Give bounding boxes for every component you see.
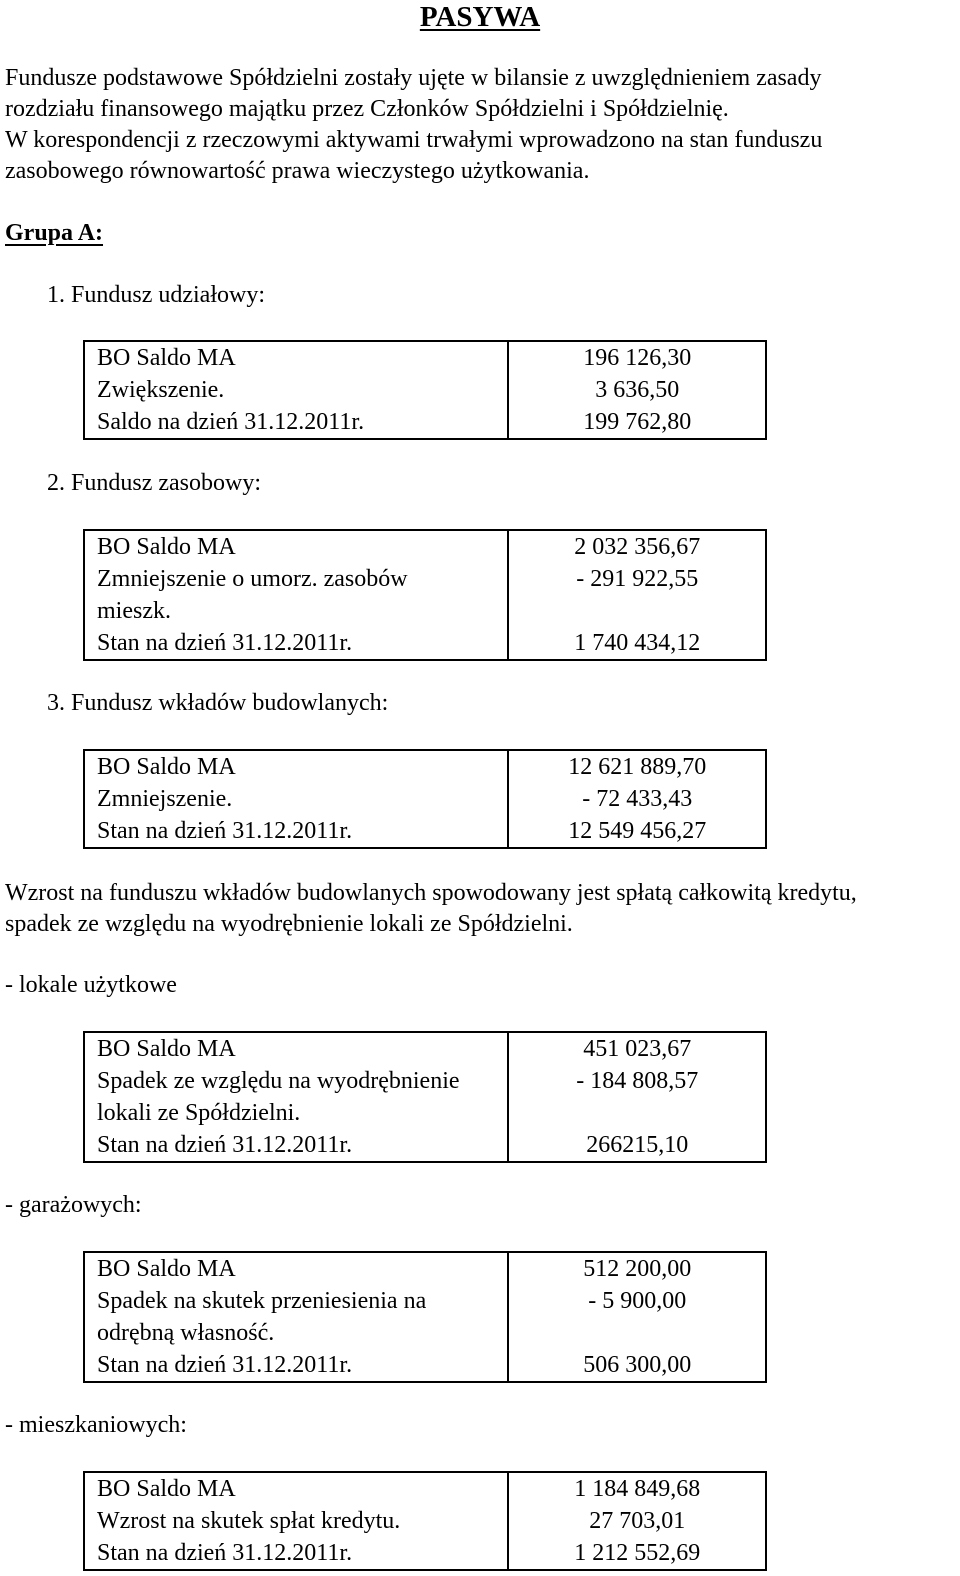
table-row bbox=[84, 750, 766, 783]
row-value: 512 200,00 bbox=[508, 1252, 766, 1285]
table-fundusz-zasobowy bbox=[83, 529, 767, 661]
row-label: Stan na dzień 31.12.2011r. bbox=[84, 815, 508, 848]
table-fundusz-udzialowy bbox=[83, 340, 767, 440]
table-row bbox=[84, 406, 766, 439]
table-row bbox=[84, 1129, 766, 1162]
row-label: Stan na dzień 31.12.2011r. bbox=[84, 1349, 508, 1382]
row-value: 1 740 434,12 bbox=[508, 627, 766, 660]
row-value: 27 703,01 bbox=[508, 1505, 766, 1537]
table-lokale-uzytkowe bbox=[83, 1031, 767, 1163]
row-value: 451 023,67 bbox=[508, 1032, 766, 1065]
row-label: Stan na dzień 31.12.2011r. bbox=[84, 627, 508, 660]
row-value: 3 636,50 bbox=[508, 374, 766, 406]
row-label: Saldo na dzień 31.12.2011r. bbox=[84, 406, 508, 439]
table-row bbox=[84, 1285, 766, 1349]
table-row bbox=[84, 1032, 766, 1065]
section-heading-3: 3. Fundusz wkładów budowlanych: bbox=[47, 690, 389, 716]
table-row bbox=[84, 1472, 766, 1505]
table-row bbox=[84, 1505, 766, 1537]
row-value: - 5 900,00 bbox=[508, 1285, 766, 1349]
page-title: PASYWA bbox=[419, 1, 541, 33]
table-row bbox=[84, 815, 766, 848]
subsection-heading-garazowych: - garażowych: bbox=[5, 1192, 142, 1218]
table-garazowych bbox=[83, 1251, 767, 1383]
subsection-heading-mieszkaniowych: - mieszkaniowych: bbox=[5, 1412, 187, 1438]
table-row bbox=[84, 341, 766, 374]
row-label: BO Saldo MA bbox=[84, 341, 508, 374]
table-row bbox=[84, 374, 766, 406]
table-row bbox=[84, 1065, 766, 1129]
intro-line-2: rozdziału finansowego majątku przez Członków Spółdzielni i Spółdzielnię. bbox=[5, 96, 729, 122]
row-label: Wzrost na skutek spłat kredytu. bbox=[84, 1505, 508, 1537]
note-line-2: spadek ze względu na wyodrębnienie lokali ze Spółdzielni. bbox=[5, 911, 573, 937]
row-label: Stan na dzień 31.12.2011r. bbox=[84, 1129, 508, 1162]
row-label: BO Saldo MA bbox=[84, 1472, 508, 1505]
section-heading-1: 1. Fundusz udziałowy: bbox=[47, 282, 265, 308]
row-label: Spadek ze względu na wyodrębnienie lokali ze Spółdzielni. bbox=[84, 1065, 508, 1129]
section-heading-2: 2. Fundusz zasobowy: bbox=[47, 470, 261, 496]
intro-line-1: Fundusze podstawowe Spółdzielni zostały ujęte w bilansie z uwzględnieniem zasady bbox=[5, 65, 822, 91]
row-label: BO Saldo MA bbox=[84, 750, 508, 783]
row-value: 2 032 356,67 bbox=[508, 530, 766, 563]
row-value: - 72 433,43 bbox=[508, 783, 766, 815]
row-label: BO Saldo MA bbox=[84, 530, 508, 563]
group-label: Grupa A: bbox=[5, 220, 104, 246]
row-value: - 291 922,55 bbox=[508, 563, 766, 627]
row-value: 1 212 552,69 bbox=[508, 1537, 766, 1570]
table-row bbox=[84, 1252, 766, 1285]
row-label: BO Saldo MA bbox=[84, 1032, 508, 1065]
row-value: 266215,10 bbox=[508, 1129, 766, 1162]
table-row bbox=[84, 1537, 766, 1570]
row-value: 506 300,00 bbox=[508, 1349, 766, 1382]
row-value: 196 126,30 bbox=[508, 341, 766, 374]
note-line-1: Wzrost na funduszu wkładów budowlanych spowodowany jest spłatą całkowitą kredytu, bbox=[5, 880, 857, 906]
row-label: Zmniejszenie. bbox=[84, 783, 508, 815]
row-value: 12 549 456,27 bbox=[508, 815, 766, 848]
subsection-heading-lokale-uzytkowe: - lokale użytkowe bbox=[5, 972, 177, 998]
row-label: Zwiększenie. bbox=[84, 374, 508, 406]
intro-line-4: zasobowego równowartość prawa wieczystego użytkowania. bbox=[5, 158, 590, 184]
row-value: 1 184 849,68 bbox=[508, 1472, 766, 1505]
table-fundusz-wkladow-budowlanych bbox=[83, 749, 767, 849]
row-label: Stan na dzień 31.12.2011r. bbox=[84, 1537, 508, 1570]
row-label: Zmniejszenie o umorz. zasobów mieszk. bbox=[84, 563, 508, 627]
row-label: BO Saldo MA bbox=[84, 1252, 508, 1285]
table-row bbox=[84, 530, 766, 563]
row-value: 199 762,80 bbox=[508, 406, 766, 439]
intro-line-3: W korespondencji z rzeczowymi aktywami trwałymi wprowadzono na stan funduszu bbox=[5, 127, 823, 153]
row-label: Spadek na skutek przeniesienia na odrębną własność. bbox=[84, 1285, 508, 1349]
table-row bbox=[84, 1349, 766, 1382]
table-row bbox=[84, 563, 766, 627]
table-row bbox=[84, 627, 766, 660]
row-value: 12 621 889,70 bbox=[508, 750, 766, 783]
table-row bbox=[84, 783, 766, 815]
row-value: - 184 808,57 bbox=[508, 1065, 766, 1129]
table-mieszkaniowych bbox=[83, 1471, 767, 1571]
